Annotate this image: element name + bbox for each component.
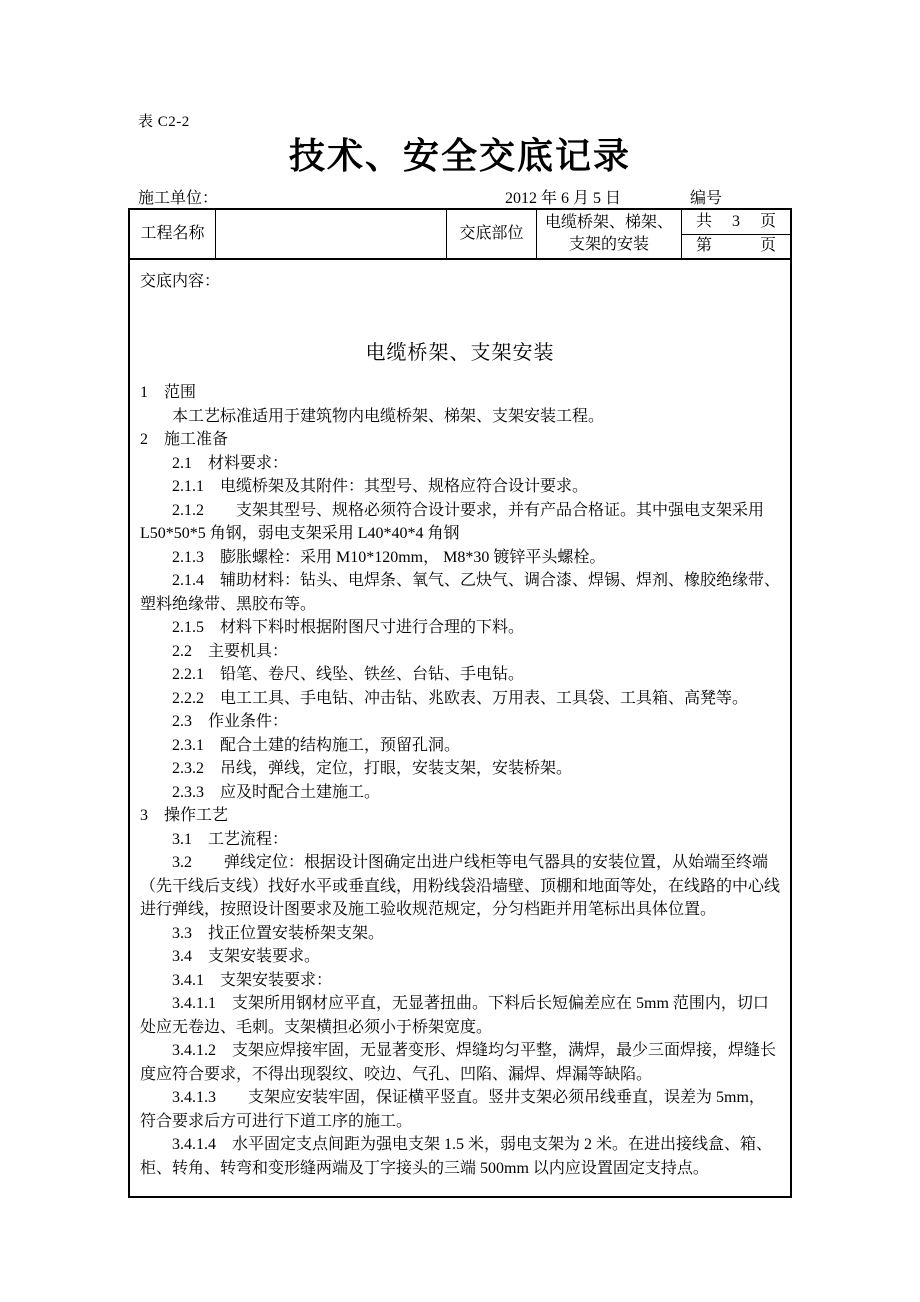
paragraph: 2.1.1 电缆桥架及其附件：其型号、规格应符合设计要求。 bbox=[172, 478, 589, 495]
document-date: 2012 年 6 月 5 日 bbox=[505, 190, 622, 207]
form-code: 表 C2-2 bbox=[138, 114, 190, 130]
serial-number-label: 编号 bbox=[690, 190, 723, 207]
paragraph: 3.4.1 支架安装要求： bbox=[172, 971, 333, 989]
project-name-value bbox=[216, 210, 447, 258]
paragraph: 3.4 支架安装要求。 bbox=[172, 948, 321, 965]
paragraph: 2.1.5 材料下料时根据附图尺寸进行合理的下料。 bbox=[172, 619, 525, 636]
paragraph: 2.1.3 膨胀螺栓：采用 M10*120mm， M8*30 镀锌平头螺栓。 bbox=[172, 548, 606, 566]
current-page-suffix: 页 bbox=[759, 237, 776, 255]
paragraph: 1 范围 bbox=[140, 384, 197, 401]
paragraph: 3.4.1.2 支架应焊接牢固，无显著变形、焊缝均匀平整，满焊，最少三面焊接，焊缝长度应符合要求，不得出现裂纹、咬边、气孔、凹陷、漏焊、焊漏等缺陷。 bbox=[140, 1042, 777, 1083]
paragraph: 3.2 弹线定位：根据设计图确定出进户线柜等电气器具的安装位置，从始端至终端（先干线后支线）找好水平或垂直线，用粉线袋沿墙壁、顶棚和地面等处，在线路的中心线进行弹线，按照设计图要求及施工验收规范规定，分匀档距并用笔标出具体位置。 bbox=[140, 854, 781, 918]
section-value: 电缆桥架、梯架、支架的安装 bbox=[537, 210, 682, 258]
total-pages-suffix: 页 bbox=[759, 212, 776, 230]
table-header-row bbox=[130, 210, 790, 260]
paragraph: 2.3 作业条件： bbox=[172, 713, 289, 730]
paragraph: 3 操作工艺 bbox=[140, 807, 229, 824]
paragraph: 2.3.2 吊线，弹线，定位，打眼，安装支架，安装桥架。 bbox=[172, 760, 573, 777]
paragraph: 3.4.1.4 水平固定支点间距为强电支架 1.5 米，弱电支架为 2 米。在进出接线盒、箱、柜、转角、转弯和变形缝两端及丁字接头的三端 500mm 以内应设置固定支持点。 bbox=[140, 1136, 773, 1177]
content-paragraphs bbox=[140, 381, 780, 1180]
paragraph: 2.2.1 铅笔、卷尺、线坠、铁丝、台钻、手电钻。 bbox=[172, 666, 525, 683]
paragraph: 3.1 工艺流程： bbox=[172, 830, 289, 848]
section-label: 交底部位 bbox=[447, 210, 537, 258]
document-title: 技术、安全交底记录 bbox=[288, 136, 631, 176]
current-page-row bbox=[682, 235, 790, 259]
paragraph: 3.4.1.1 支架所用钢材应平直，无显著扭曲。下料后长短偏差应在 5mm 范围内，切口处应无卷边、毛刺。支架横担必须小于桥架宽度。 bbox=[140, 995, 769, 1036]
total-pages-prefix: 共 bbox=[696, 212, 713, 230]
paragraph: 3.4.1.3 支架应安装牢固，保证横平竖直。竖井支架必须吊线垂直，误差为 5mm，符合要求后方可进行下道工序的施工。 bbox=[140, 1089, 765, 1130]
paragraph: 2.1.4 辅助材料：钻头、电焊条、氧气、乙炔气、调合漆、焊锡、焊剂、橡胶绝缘带、塑料绝缘带、黑胶布等。 bbox=[140, 572, 781, 613]
disclosure-table bbox=[128, 208, 792, 1198]
construction-unit-label: 施工单位： bbox=[138, 190, 219, 207]
paragraph: 2.2.2 电工工具、手电钻、冲击钻、兆欧表、万用表、工具袋、工具箱、高凳等。 bbox=[172, 689, 749, 707]
content-label: 交底内容： bbox=[140, 273, 221, 290]
total-pages-value: 3 bbox=[732, 212, 740, 230]
pages-cell bbox=[682, 210, 790, 258]
project-name-label: 工程名称 bbox=[130, 210, 216, 258]
paragraph: 2.2 主要机具： bbox=[172, 642, 289, 660]
paragraph: 2.1 材料要求： bbox=[172, 454, 289, 472]
current-page-prefix: 第 bbox=[696, 237, 713, 255]
paragraph: 2.3.3 应及时配合土建施工。 bbox=[172, 783, 381, 801]
content-subtitle: 电缆桥架、支架安装 bbox=[365, 342, 555, 364]
disclosure-content-box bbox=[130, 260, 790, 1196]
paragraph: 2.1.2 支架其型号、规格必须符合设计要求，并有产品合格证。其中强电支架采用 L50*50*5 角钢，弱电支架采用 L40*40*4 角钢 bbox=[140, 501, 765, 542]
paragraph: 2 施工准备 bbox=[140, 431, 229, 448]
paragraph: 本工艺标准适用于建筑物内电缆桥架、梯架、支架安装工程。 bbox=[172, 407, 605, 425]
paragraph: 2.3.1 配合土建的结构施工，预留孔洞。 bbox=[172, 736, 461, 754]
total-pages-row bbox=[682, 210, 790, 235]
paragraph: 3.3 找正位置安装桥架支架。 bbox=[172, 924, 385, 942]
